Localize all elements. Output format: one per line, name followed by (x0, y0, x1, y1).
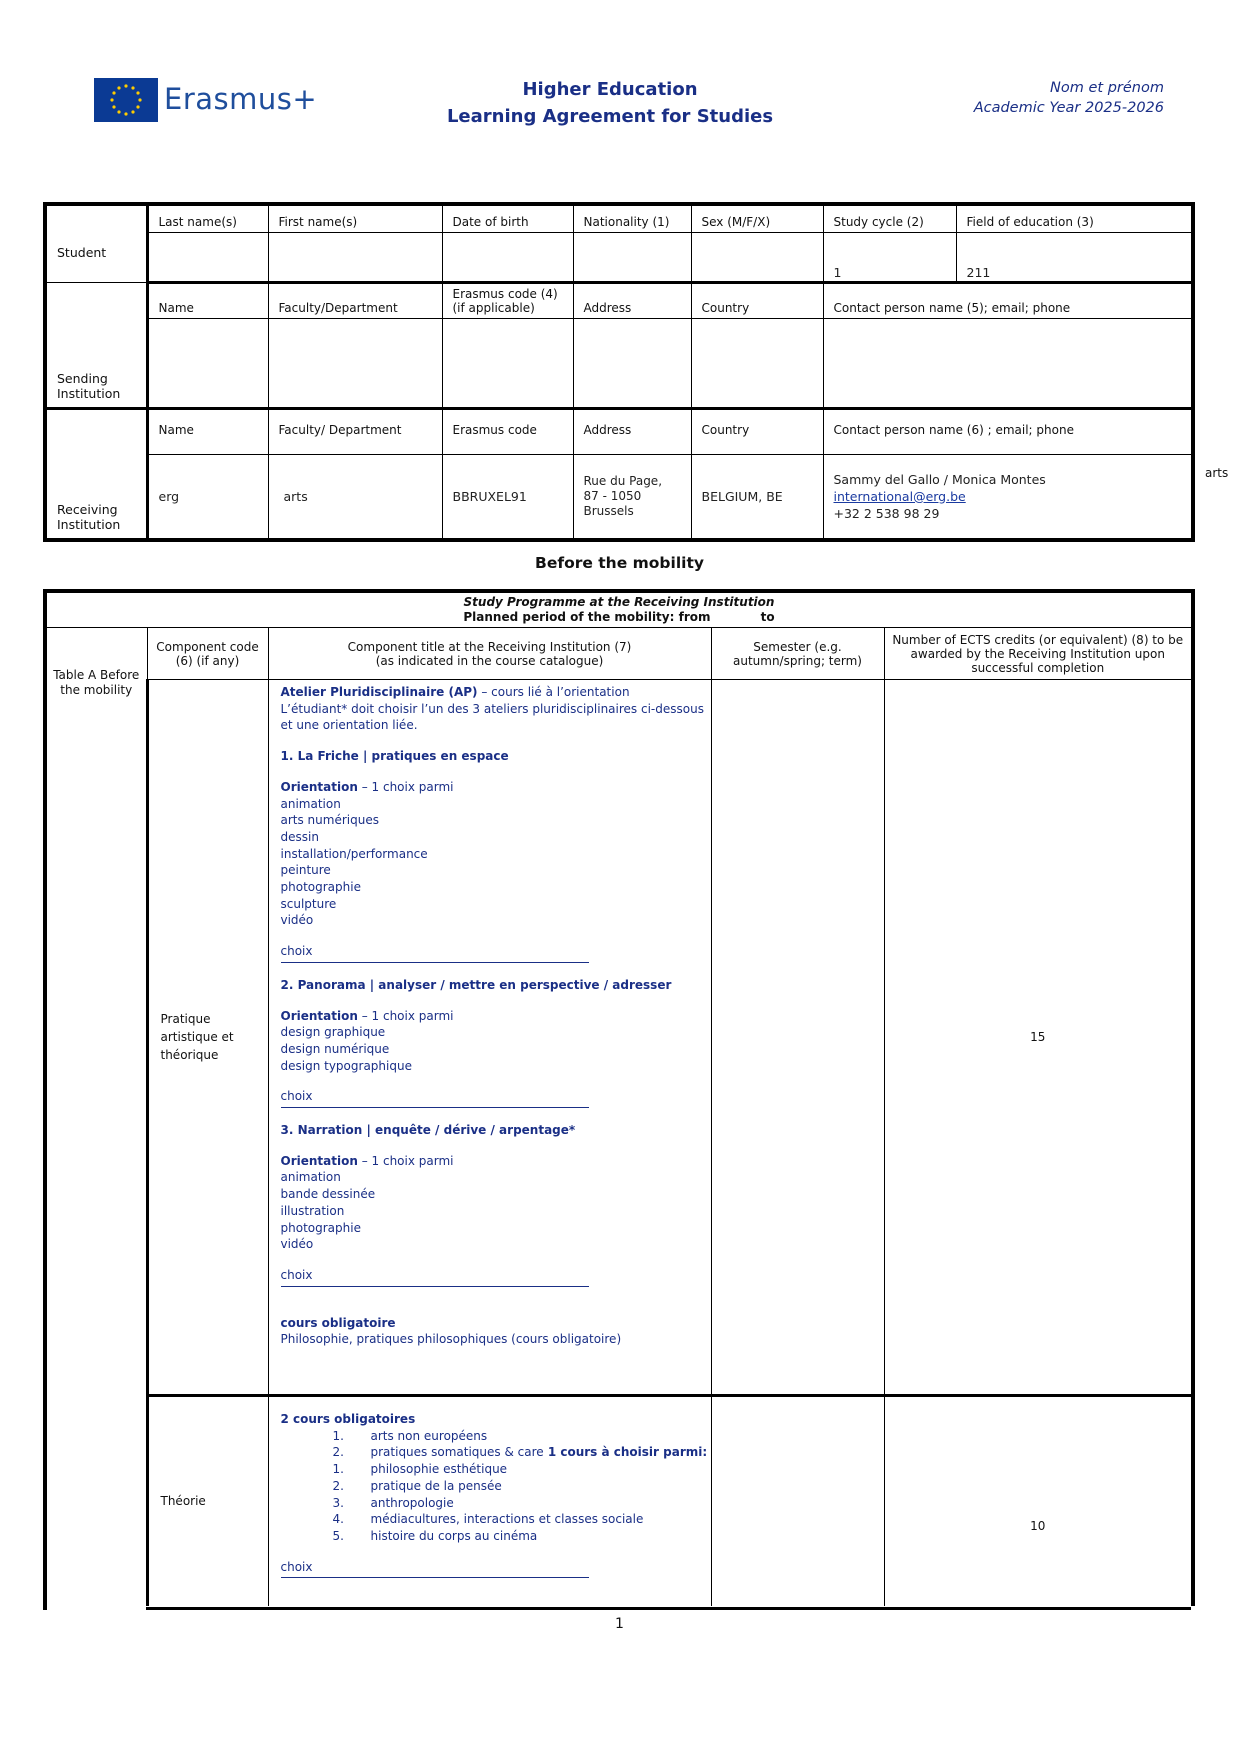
receiving-header-name: Name (147, 408, 268, 454)
header-study-cycle: Study cycle (2) (823, 204, 956, 232)
sending-header-contact: Contact person name (5); email; phone (823, 282, 1193, 318)
receiving-name-field[interactable]: erg (147, 454, 268, 540)
address-line-1: Rue du Page, (583, 473, 663, 488)
receiving-contact-field[interactable] (823, 454, 1193, 540)
header-first-name: First name(s) (268, 204, 442, 232)
atelier-2-option: design typographique (280, 1058, 412, 1073)
sex-field[interactable] (691, 232, 823, 282)
atelier-3-option: vidéo (280, 1237, 314, 1252)
section-title: Before the mobility (535, 554, 704, 572)
col-ects: Number of ECTS credits (or equivalent) (8) to be awarded by the Receiving Institution upon successful completion (884, 628, 1193, 680)
sending-faculty-field[interactable] (268, 318, 442, 408)
ap-title: Atelier Pluridisciplinaire (AP) (280, 685, 478, 699)
receiving-country-field[interactable]: BELGIUM, BE (691, 454, 823, 540)
page-number: 1 (615, 1616, 624, 1632)
header-dob: Date of birth (442, 204, 573, 232)
atelier-3-option: photographie (280, 1220, 361, 1235)
contact-email-link[interactable]: international@erg.be (833, 488, 966, 504)
sending-header-name: Name (147, 282, 268, 318)
atelier-1-title: 1. La Friche | pratiques en espace (280, 749, 509, 764)
name-label: Nom et prénom (1050, 80, 1164, 96)
col-component-title (268, 628, 711, 680)
eu-flag-icon (94, 78, 158, 122)
academic-year: Academic Year 2025-2026 (973, 100, 1164, 116)
contact-phone: +32 2 538 98 29 (833, 505, 940, 521)
component-pratique: Pratique artistique et théorique (147, 680, 268, 1396)
choix-input-line-4[interactable] (281, 1577, 589, 1578)
component-title-pratique (268, 680, 711, 1396)
atelier-3-option: animation (280, 1170, 341, 1185)
option-item: 4. médiacultures, interactions et classes sociale (332, 1512, 644, 1527)
receiving-faculty-field[interactable]: arts (268, 454, 442, 540)
erasmus-logo (94, 78, 318, 124)
atelier-1-option: photographie (280, 880, 361, 895)
atelier-1-option: peinture (280, 863, 331, 878)
sending-country-field[interactable] (691, 318, 823, 408)
first-name-field[interactable] (268, 232, 442, 282)
mandatory-item: 2. pratiques somatiques & care 1 cours à choisir parmi: (332, 1445, 708, 1460)
option-item: 2. pratique de la pensée (332, 1478, 502, 1493)
ap-rest: – cours lié à l’orientation (477, 685, 630, 699)
orientation-label-2: Orientation (280, 1008, 358, 1023)
atelier-2-option: design numérique (280, 1041, 390, 1056)
sending-header-faculty: Faculty/Department (268, 282, 442, 318)
choix-label-1: choix (280, 944, 313, 959)
nationality-field[interactable] (573, 232, 691, 282)
receiving-header-erasmus-code: Erasmus code (442, 408, 573, 454)
semester-field-2[interactable] (711, 1396, 884, 1606)
receiving-header-address: Address (573, 408, 691, 454)
dob-field[interactable] (442, 232, 573, 282)
header-sex: Sex (M/F/X) (691, 204, 823, 232)
atelier-1-option: vidéo (280, 913, 314, 928)
atelier-1-option: dessin (280, 829, 319, 844)
theorie-heading: 2 cours obligatoires (280, 1412, 416, 1426)
last-name-field[interactable] (147, 232, 268, 282)
atelier-1-option: installation/performance (280, 846, 428, 861)
atelier-1-option: arts numériques (280, 813, 379, 828)
address-line-3: Brussels (583, 503, 634, 518)
atelier-3-option: bande dessinée (280, 1187, 376, 1202)
programme-title-cell (45, 591, 1193, 628)
component-title-theorie (268, 1396, 711, 1606)
header-nationality: Nationality (1) (573, 204, 691, 232)
table-left-border-tail (43, 1560, 47, 1610)
col-title-line-2: (as indicated in the course catalogue) (375, 653, 604, 668)
orientation-rest-2: – 1 choix parmi (357, 1008, 454, 1023)
mandatory-course: Philosophie, pratiques philosophiques (cours obligatoire) (280, 1332, 622, 1347)
option-item: 1. philosophie esthétique (332, 1462, 508, 1477)
receiving-address-field[interactable] (573, 454, 691, 540)
receiving-header-country: Country (691, 408, 823, 454)
choix-label-2: choix (280, 1089, 313, 1104)
ap-description: L’étudiant* doit choisir l’un des 3 ateliers pluridisciplinaires ci-dessous et une orientation liée. (280, 701, 704, 733)
table-a-label: Table A Before the mobility (45, 628, 147, 1606)
contact-name: Sammy del Gallo / Monica Montes (833, 471, 1046, 487)
sending-header-address: Address (573, 282, 691, 318)
ects-pratique: 15 (884, 680, 1193, 1396)
choose-text: 1 cours à choisir parmi: (543, 1445, 708, 1460)
sending-name-field[interactable] (147, 318, 268, 408)
orientation-rest-3: – 1 choix parmi (357, 1153, 454, 1168)
sending-erasmus-code-field[interactable] (442, 318, 573, 408)
atelier-2-option: design graphique (280, 1025, 386, 1040)
header-field-of-education: Field of education (3) (956, 204, 1193, 232)
student-label: Student (45, 204, 147, 282)
option-item: 5. histoire du corps au cinéma (332, 1528, 538, 1543)
logo-text: Erasmus+ (164, 82, 318, 116)
document-title (430, 76, 790, 130)
address-line-2: 87 - 1050 (583, 488, 642, 503)
orientation-rest-1: – 1 choix parmi (357, 779, 454, 794)
sending-header-erasmus-code: Erasmus code (4) (if applicable) (442, 282, 573, 318)
mandatory-item: 1. arts non européens (332, 1428, 488, 1443)
receiving-label: Receiving Institution (45, 408, 147, 540)
choix-label-4: choix (280, 1559, 313, 1574)
sending-address-field[interactable] (573, 318, 691, 408)
study-cycle-field[interactable]: 1 (823, 232, 956, 282)
orientation-label-1: Orientation (280, 779, 358, 794)
atelier-3-option: illustration (280, 1203, 345, 1218)
col-component-code: Component code (6) (if any) (147, 628, 268, 680)
atelier-1-option: animation (280, 796, 341, 811)
mandatory-label: cours obligatoire (280, 1315, 396, 1330)
sending-label: Sending Institution (45, 282, 147, 408)
col-semester: Semester (e.g. autumn/spring; term) (711, 628, 884, 680)
header-right (930, 78, 1164, 118)
component-theorie: Théorie (147, 1396, 268, 1606)
header-last-name: Last name(s) (147, 204, 268, 232)
receiving-header-contact: Contact person name (6) ; email; phone (823, 408, 1193, 454)
receiving-erasmus-code-field[interactable]: BBRUXEL91 (442, 454, 573, 540)
orientation-label-3: Orientation (280, 1153, 358, 1168)
programme-title: Study Programme at the Receiving Institution (463, 595, 775, 609)
sending-contact-field[interactable] (823, 318, 1193, 408)
atelier-2-title: 2. Panorama | analyser / mettre en perspective / adresser (280, 977, 672, 992)
field-of-education-field[interactable]: 211 (956, 232, 1193, 282)
atelier-3-title: 3. Narration | enquête / dérive / arpentage* (280, 1123, 576, 1138)
institution-table (43, 202, 1195, 542)
col-title-line-1: Component title at the Receiving Institution (7) (347, 639, 632, 654)
choix-label-3: choix (280, 1267, 313, 1282)
study-programme-table (43, 589, 1195, 1606)
option-item: 3. anthropologie (332, 1495, 454, 1510)
title-line-1: Higher Education (522, 79, 698, 100)
table-bottom-border (146, 1607, 1191, 1610)
receiving-header-faculty: Faculty/ Department (268, 408, 442, 454)
ects-theorie: 10 (884, 1396, 1193, 1606)
title-line-2: Learning Agreement for Studies (446, 106, 774, 127)
sending-header-country: Country (691, 282, 823, 318)
atelier-1-option: sculpture (280, 896, 337, 911)
side-note: arts (1205, 466, 1229, 480)
semester-field-1[interactable] (711, 680, 884, 1396)
programme-period: Planned period of the mobility: from to (463, 610, 775, 624)
